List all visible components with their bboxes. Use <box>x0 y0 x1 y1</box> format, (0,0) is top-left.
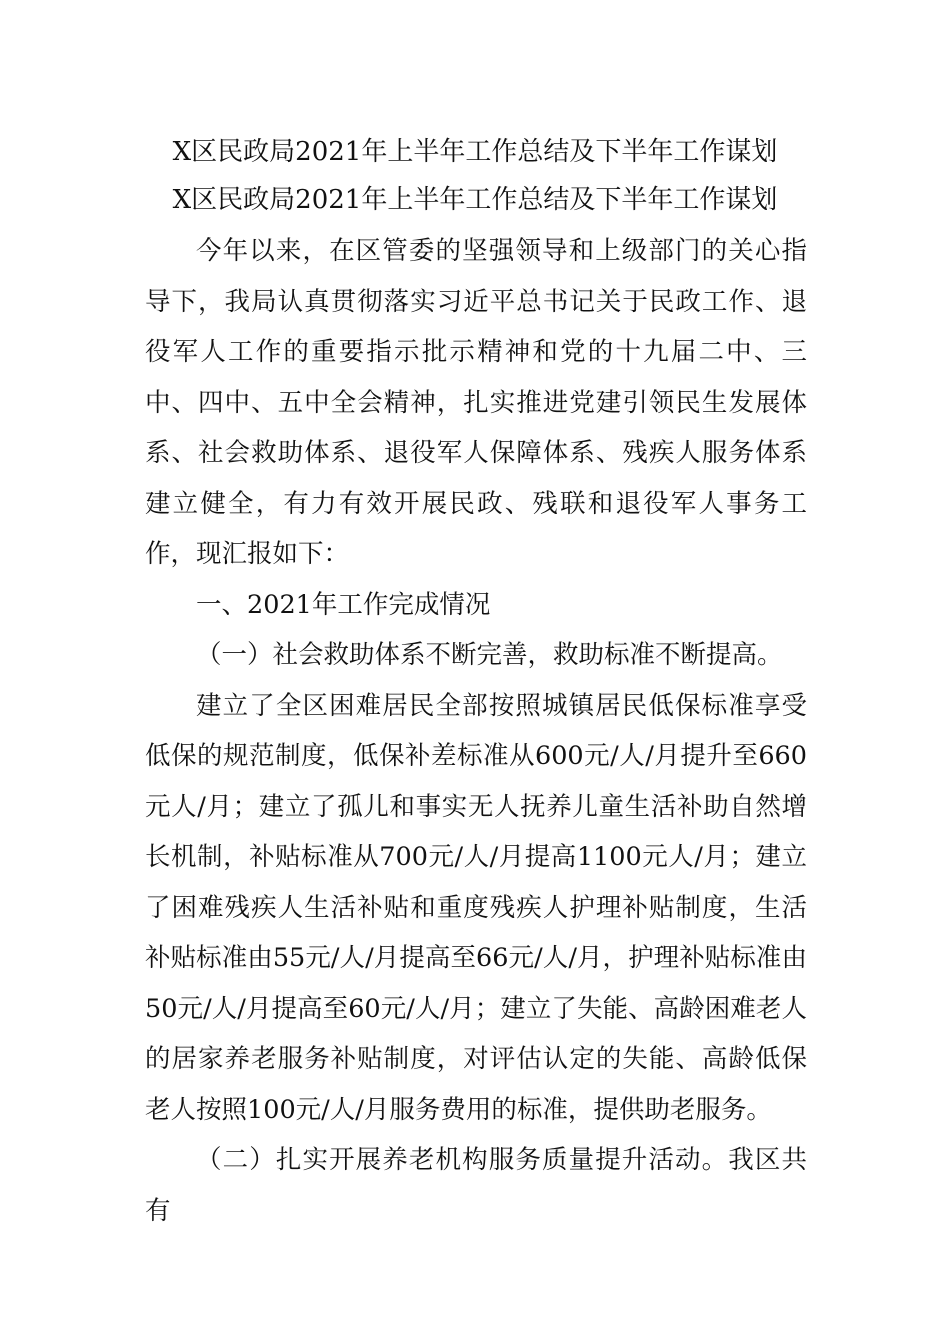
document-title-repeat: X区民政局2021年上半年工作总结及下半年工作谋划 <box>172 185 778 215</box>
intro-paragraph: 今年以来，在区管委的坚强领导和上级部门的关心指导下，我局认真贯彻落实习近平总书记关于民政工作、退役军人工作的重要指示批示精神和党的十九届二中、三中、四中、五中全会精神，扎实推进党建引领民生发展体系、社会救助体系、退役军人保障体系、残疾人服务体系建立健全，有力有效开展民政、残联和退役军人事务工作，现汇报如下： <box>145 236 807 569</box>
section-heading-1: 一、2021年工作完成情况 <box>196 589 491 620</box>
assistance-paragraph: 建立了全区困难居民全部按照城镇居民低保标准享受低保的规范制度，低保补差标准从600元/人/月提升至660元人/月；建立了孤儿和事实无人抚养儿童生活补助自然增长机制，补贴标准从700元/人/月提高1100元人/月；建立了困难残疾人生活补贴和重度残疾人护理补贴制度，生活补贴标准由55元/人/月提高至66元/人/月，护理补贴标准由50元/人/月提高至60元/人/月；建立了失能、高龄困难老人的居家养老服务补贴制度，对评估认定的失能、高龄低保老人按照100元/人/月服务费用的标准，提供助老服务。 <box>145 690 807 1125</box>
document-title: X区民政局2021年上半年工作总结及下半年工作谋划 <box>172 137 778 167</box>
subsection-heading-1: （一）社会救助体系不断完善，救助标准不断提高。 <box>196 640 783 670</box>
subsection-heading-2: （二）扎实开展养老机构服务质量提升活动。我区共有 <box>145 1145 807 1226</box>
document-body <box>145 226 807 1236</box>
